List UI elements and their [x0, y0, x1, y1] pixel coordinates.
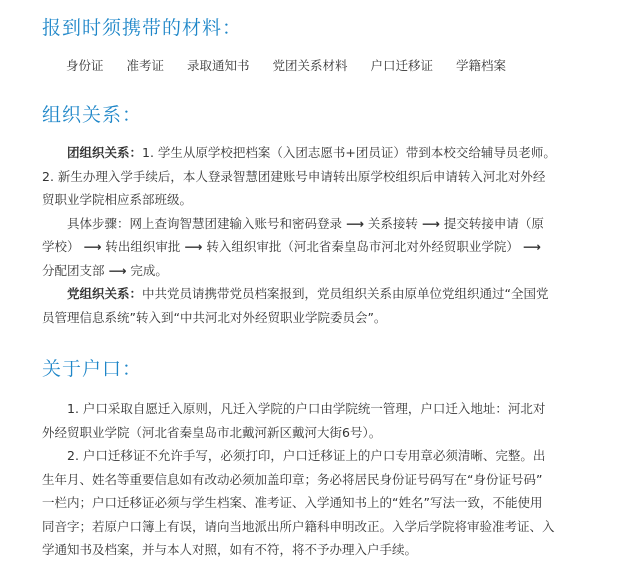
hukou-p1-line-1: 1. 户口采取自愿迁入原则，凡迁入学院的户口由学院统一管理，户口迁入地址：河北对 [67, 401, 546, 416]
materials-heading: 报到时须携带的材料： [42, 17, 243, 39]
arrow-icon: ⟶ [184, 239, 203, 254]
steps-line-2: 学校） ⟶ 转出组织审批 ⟶ 转入组织审批（河北省秦皇岛市河北对外经贸职业学院） ⟶ [42, 239, 541, 254]
organization-body [42, 141, 612, 329]
league-relation-line-1: 团组织关系：1. 学生从原学校把档案（入团志愿书+团员证）带到本校交给辅导员老师。 [67, 145, 556, 160]
hukou-p2-line-2: 生年月、姓名等重要信息如有改动必须加盖印章；务必将居民身份证号码写在“身份证号码” [42, 471, 543, 487]
material-item-admission-ticket: 准考证 [126, 58, 165, 73]
material-item-admission-letter: 录取通知书 [187, 58, 250, 73]
party-relation-line-2: 员管理信息系统”转入到“中共河北对外经贸职业学院委员会”。 [42, 309, 387, 325]
hukou-p2-line-3: 一栏内；户口迁移证必须与学生档案、准考证、入学通知书上的“姓名”写法一致，不能使用 [42, 495, 543, 510]
materials-list [66, 56, 525, 76]
arrow-icon: ⟶ [83, 239, 102, 254]
steps-line-1: 具体步骤：网上查询智慧团建输入账号和密码登录 ⟶ 关系接转 ⟶ 提交转接申请（原 [67, 215, 544, 231]
party-relation-line-1: 党组织关系：中共党员请携带党员档案报到，党员组织关系由原单位党组织通过“全国党 [67, 286, 549, 301]
arrow-icon: ⟶ [346, 215, 364, 231]
league-relation-line-3: 贸职业学院相应系部班级。 [42, 192, 193, 207]
arrow-icon: ⟶ [421, 215, 440, 231]
hukou-p2-line-5: 学通知书及档案，并与本人对照，如有不符，将不予办理入户手续。 [42, 542, 418, 557]
hukou-p2-line-1: 2. 户口迁移证不允许手写，必须打印，户口迁移证上的户口专用章必须清晰、完整。出 [67, 448, 546, 463]
party-relation-label: 党组织关系： [67, 286, 143, 301]
material-item-party-league-docs: 党团关系材料 [272, 58, 348, 73]
arrow-icon: ⟶ [522, 239, 541, 254]
material-item-hukou-certificate: 户口迁移证 [370, 58, 434, 73]
arrow-icon: ⟶ [108, 262, 127, 278]
organization-heading: 组织关系： [42, 104, 143, 126]
hukou-p2-line-4: 同音字；若原户口簿上有误，请向当地派出所户籍科申明改正。入学后学院将审验准考证、入 [42, 518, 555, 534]
steps-line-3: 分配团支部 ⟶ 完成。 [42, 262, 168, 278]
league-relation-line-2: 2. 新生办理入学手续后，本人登录智慧团建账号申请转出原学校组织后申请转入河北对外经 [42, 168, 546, 184]
league-relation-label: 团组织关系： [67, 145, 143, 160]
hukou-body [42, 397, 612, 562]
material-item-id-card: 身份证 [66, 58, 104, 73]
hukou-p1-line-2: 外经贸职业学院（河北省秦皇岛市北戴河新区戴河大街6号）。 [42, 424, 382, 440]
hukou-heading: 关于户口： [42, 358, 143, 380]
material-item-student-archive: 学籍档案 [456, 58, 507, 73]
